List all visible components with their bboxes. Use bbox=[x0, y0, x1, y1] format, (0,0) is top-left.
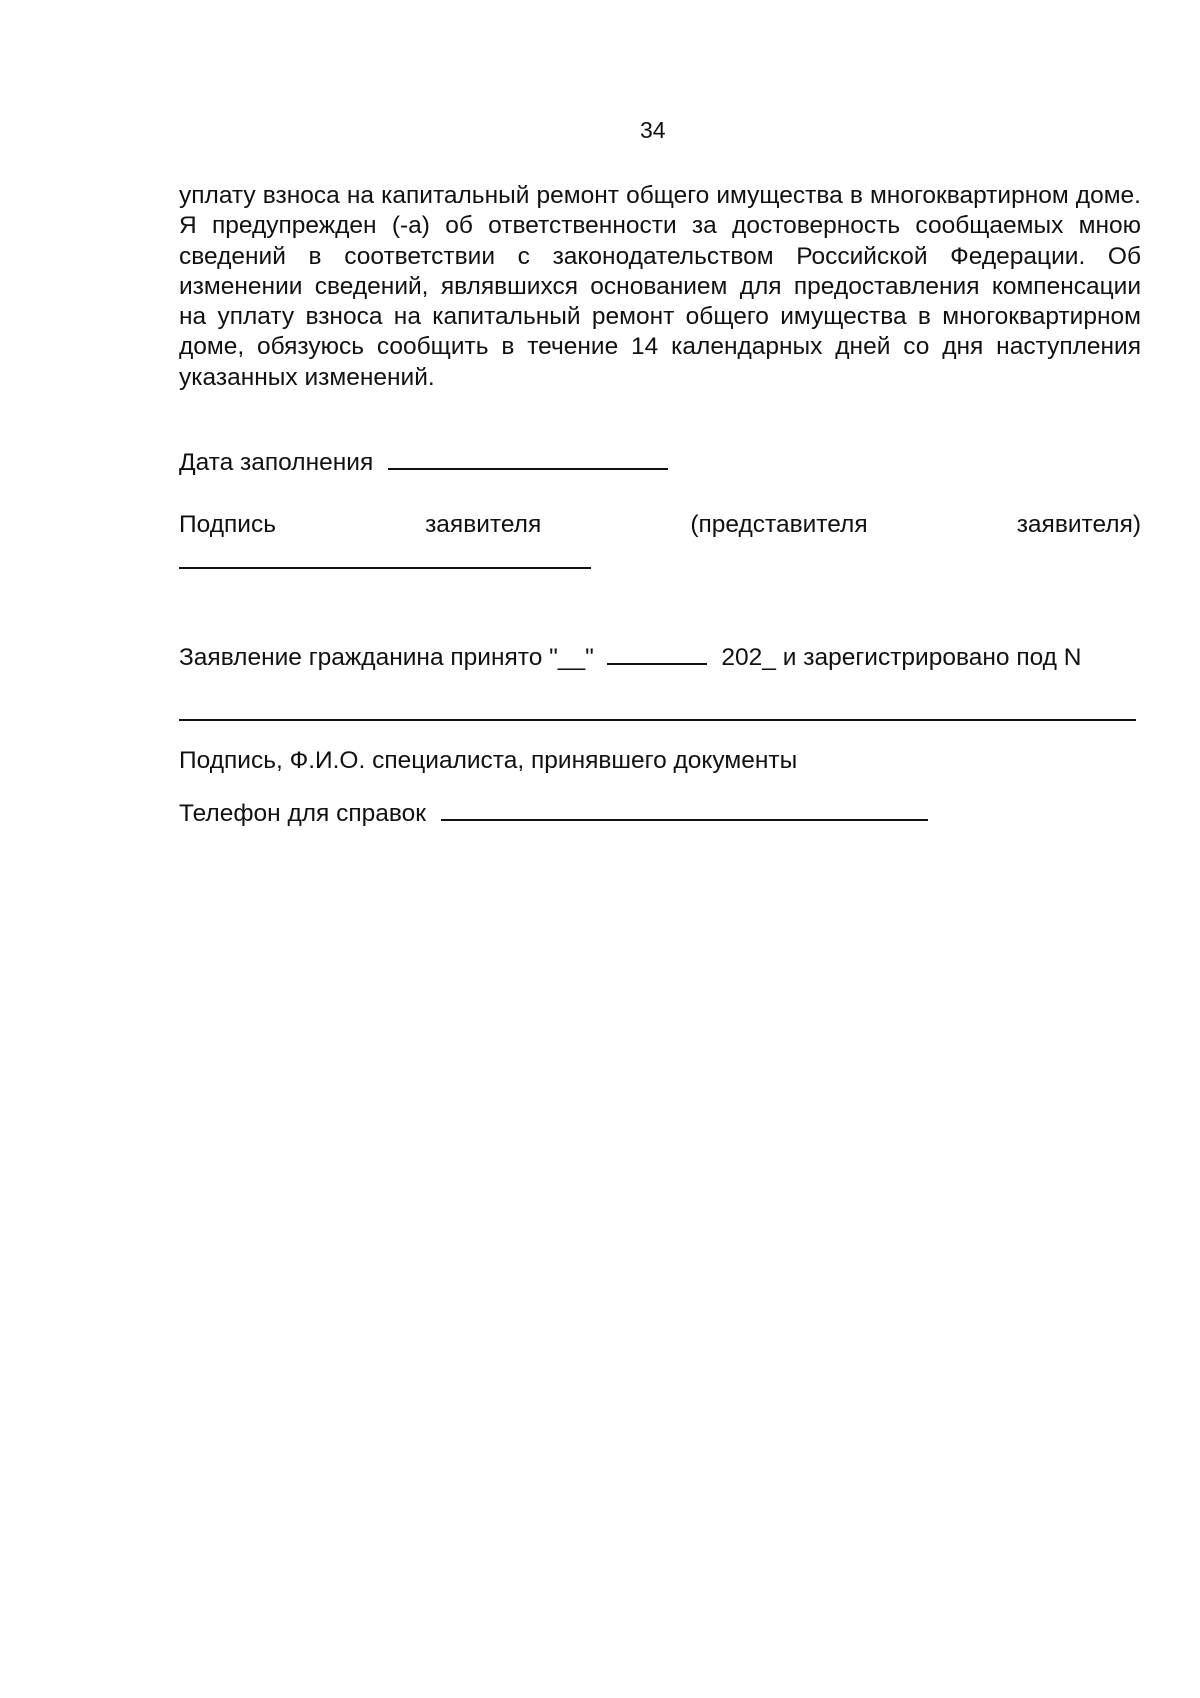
registration-number-blank[interactable] bbox=[179, 719, 1136, 721]
page-number: 34 bbox=[640, 117, 666, 143]
application-accepted-line bbox=[179, 643, 1081, 673]
signature-word-2: заявителя bbox=[425, 511, 542, 538]
fill-date-label: Дата заполнения bbox=[179, 449, 374, 476]
phone-line bbox=[179, 799, 928, 829]
body-paragraph: уплату взноса на капитальный ремонт общего имущества в многоквартирном доме. Я предупрежден (-а) об ответственности за достоверность сообщаемых мною сведений в соответствии с законодательством Российской Федерации. Об изменении сведений, являвшихся основанием для предоставления компенсации на уплату взноса на капитальный ремонт общего имущества в многоквартирном доме, обязуюсь сообщить в течение 14 календарных дней со дня наступления указанных изменений. bbox=[179, 182, 1141, 391]
application-accepted-text: Заявление гражданина принято "__" bbox=[179, 644, 594, 671]
phone-label: Телефон для справок bbox=[179, 800, 426, 827]
signature-word-3: (представителя bbox=[690, 511, 868, 538]
application-registered-text: 202_ и зарегистрировано под N bbox=[721, 644, 1082, 671]
fill-date-blank[interactable] bbox=[388, 448, 668, 470]
phone-blank[interactable] bbox=[441, 799, 928, 821]
applicant-signature-blank[interactable] bbox=[179, 567, 591, 569]
fill-date-line bbox=[179, 448, 668, 478]
signature-word-1: Подпись bbox=[179, 511, 276, 538]
applicant-signature-row bbox=[179, 510, 1141, 540]
application-month-blank[interactable] bbox=[607, 643, 707, 665]
signature-word-4: заявителя) bbox=[1016, 511, 1141, 538]
specialist-signature-label: Подпись, Ф.И.О. специалиста, принявшего документы bbox=[179, 747, 798, 774]
